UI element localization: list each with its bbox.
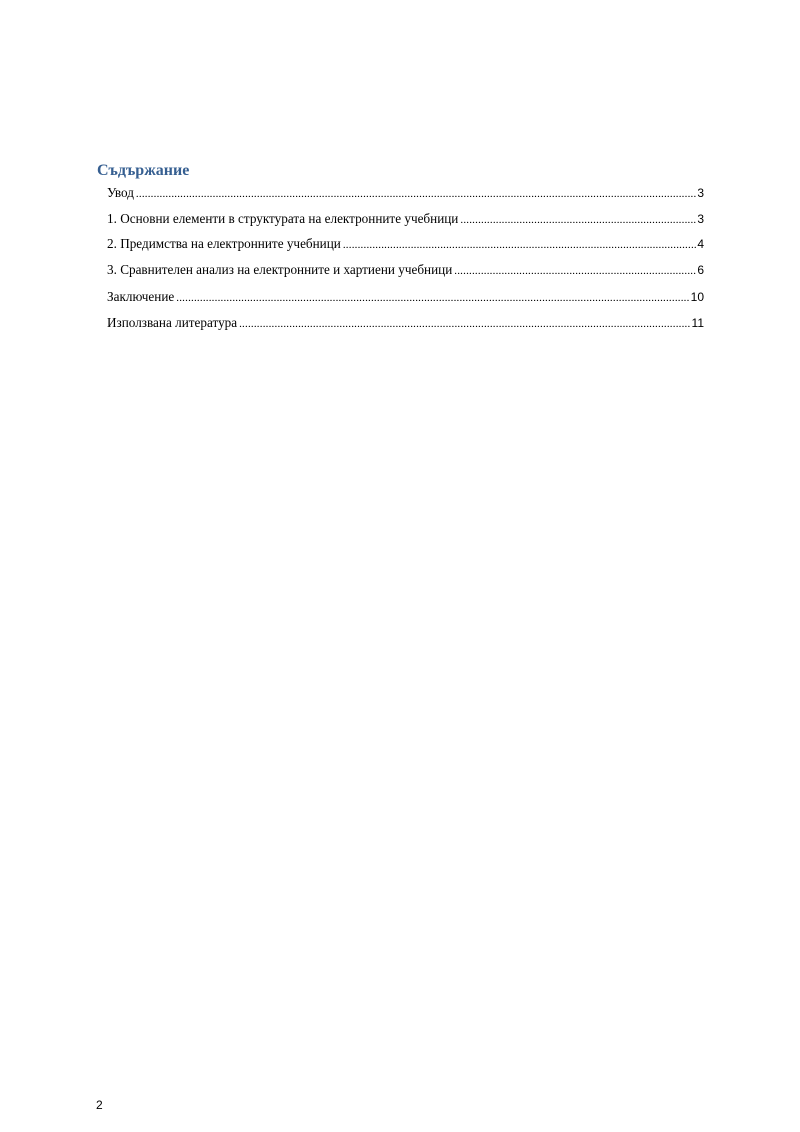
toc-entry-intro[interactable] — [107, 183, 704, 203]
toc-entry-label: Заключение — [107, 289, 175, 304]
toc-entry-page: 3 — [697, 186, 704, 200]
toc-dot-leader — [136, 184, 696, 204]
toc-entry-section-1[interactable] — [107, 209, 704, 229]
toc-entry-page: 10 — [690, 290, 704, 304]
toc-entry-conclusion[interactable] — [107, 287, 704, 307]
toc-dot-leader — [454, 261, 696, 281]
page-number: 2 — [96, 1098, 103, 1112]
toc-dot-leader — [343, 235, 696, 255]
toc-entry-section-3[interactable] — [107, 260, 704, 280]
toc-entry-label: Използвана литература — [107, 315, 238, 330]
toc-entry-page: 3 — [697, 212, 704, 226]
toc-entry-label: 1. Основни елементи в структурата на електронните учебници — [107, 211, 459, 226]
toc-entry-page: 11 — [691, 316, 704, 330]
toc-dot-leader — [460, 210, 696, 230]
toc-entry-references[interactable] — [107, 313, 704, 333]
toc-dot-leader — [176, 288, 689, 308]
toc-entry-label: Увод — [107, 185, 134, 200]
toc-title: Съдържание — [97, 162, 190, 179]
toc-entry-label: 2. Предимства на електронните учебници — [107, 236, 341, 251]
toc-entry-page: 4 — [697, 237, 704, 251]
toc-entry-page: 6 — [697, 263, 704, 277]
toc-entry-label: 3. Сравнителен анализ на електронните и хартиени учебници — [107, 262, 453, 277]
toc-dot-leader — [239, 314, 690, 334]
toc-entry-section-2[interactable] — [107, 234, 704, 254]
